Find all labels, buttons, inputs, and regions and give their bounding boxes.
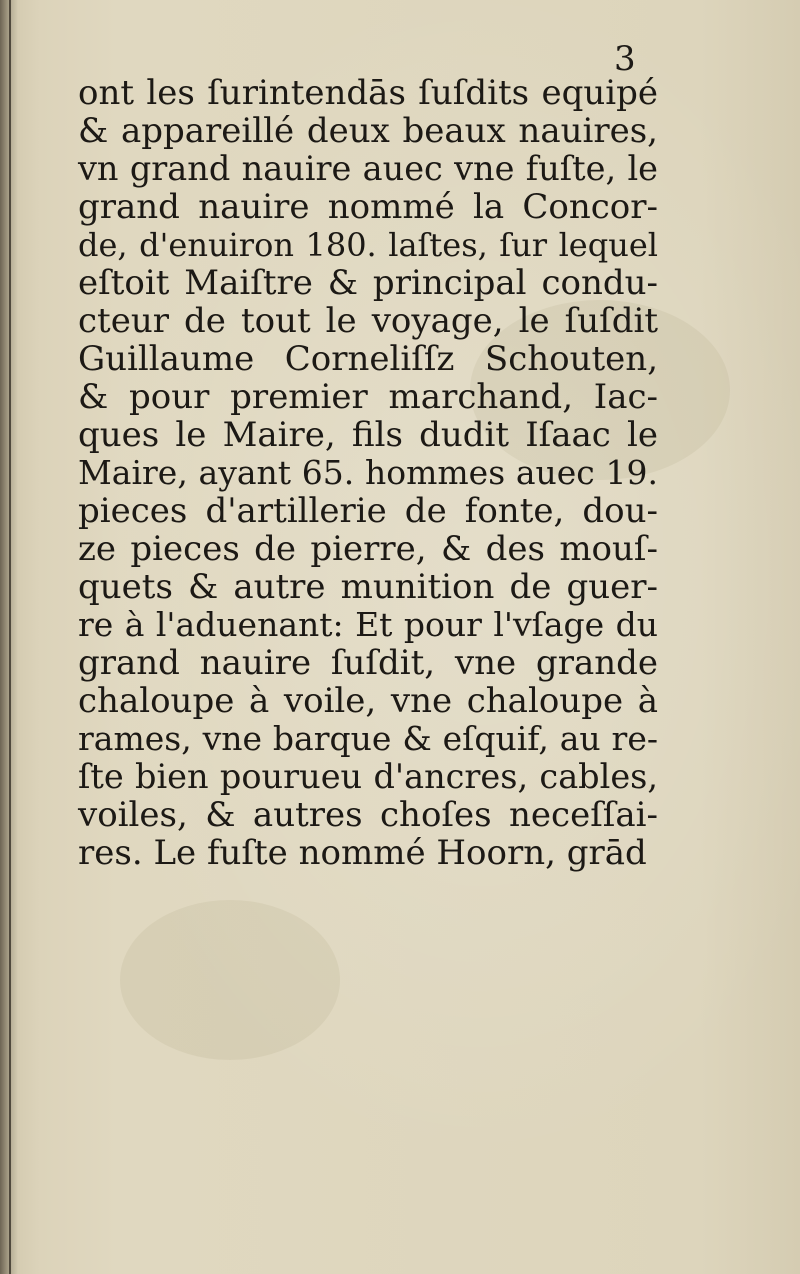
text-line: rames, vne barque & eſquif, au re- — [78, 719, 658, 758]
text-line: cteur de tout le voyage, le ſuſdit — [78, 301, 658, 341]
page-number: 3 — [614, 39, 636, 79]
text-line: ze pieces de pierre, & des mouſ- — [78, 529, 658, 569]
binding-edge — [9, 0, 11, 1274]
text-line: & pour premier marchand, Iac- — [78, 377, 658, 417]
text-line: res. Le fuſte nommé Hoorn, grād — [78, 833, 647, 873]
text-line: pieces d'artillerie de fonte, dou- — [78, 491, 658, 531]
text-line: chaloupe à voile, vne chaloupe à — [78, 681, 658, 721]
text-line: grand nauire nommé la Concor- — [78, 187, 658, 227]
paper-stain — [120, 900, 340, 1060]
text-line: ſte bien pourueu d'ancres, cables, — [78, 757, 658, 796]
body-text — [78, 74, 658, 872]
text-line: & appareillé deux beaux nauires, — [78, 111, 658, 151]
text-line: quets & autre munition de guer- — [78, 567, 658, 607]
text-line: voiles, & autres choſes neceſſai- — [78, 795, 658, 835]
text-line: grand nauire ſuſdit, vne grande — [78, 643, 658, 683]
text-line: Maire, ayant 65. hommes auec 19. — [78, 453, 658, 492]
text-line: Guillaume Corneliſſz Schouten, — [78, 339, 658, 379]
text-line: re à l'aduenant: Et pour l'vſage du — [78, 605, 658, 644]
text-line: ont les ſurintendās ſuſdits equipé — [78, 73, 658, 113]
text-line: ques le Maire, fils dudit Iſaac le — [78, 415, 658, 455]
text-line: eſtoit Maiſtre & principal condu- — [78, 263, 658, 303]
text-line: vn grand nauire auec vne fuſte, le — [78, 149, 658, 188]
text-line: de, d'enuiron 180. laſtes, ſur lequel — [78, 226, 658, 264]
